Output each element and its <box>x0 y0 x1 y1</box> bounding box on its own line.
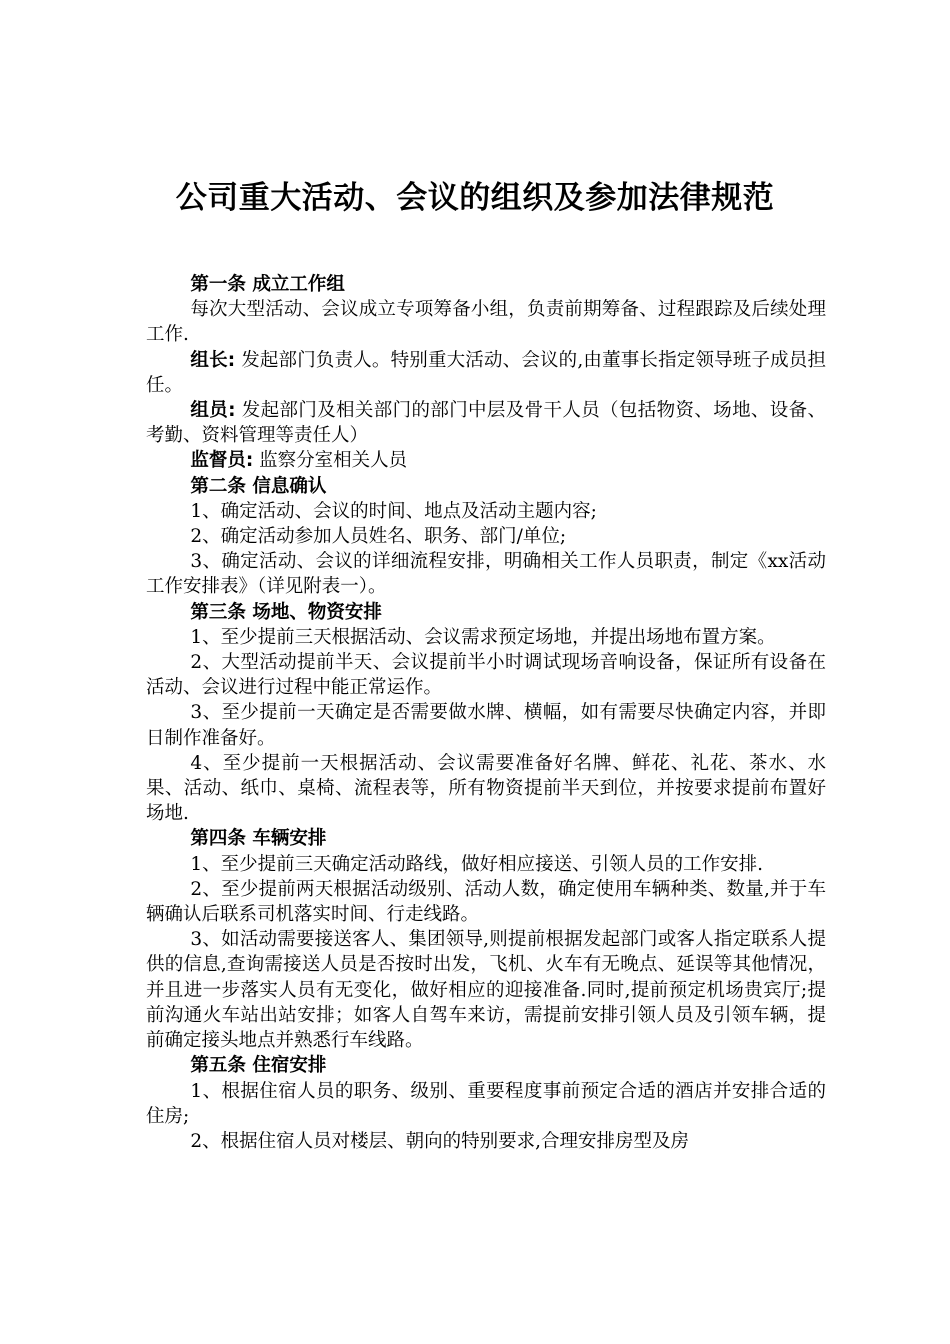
article-4-item: 3、如活动需要接送客人、集团领导,则提前根据发起部门或客人指定联系人提供的信息,查询需接送人员是否按时出发，飞机、火车有无晚点、延误等其他情况，并且进一步落实人员有无变化，做好相应的迎接准备.同时,提前预定机场贵宾厅;提前沟通火车站出站安排；如客人自驾车来访，需提前安排引领人员及引领车辆，提前确定接头地点并熟悉行车线路。 <box>146 929 826 1052</box>
article-4-heading: 第四条 车辆安排 <box>190 828 327 850</box>
article-1-paragraph: 每次大型活动、会议成立专项筹备小组，负责前期筹备、过程跟踪及后续处理工作. <box>146 299 826 346</box>
supervisor-paragraph <box>146 448 826 473</box>
member-label: 组员: <box>190 400 236 422</box>
article-2-item: 3、确定活动、会议的详细流程安排，明确相关工作人员职责，制定《xx活动工作安排表》（详见附表一）。 <box>146 551 826 598</box>
article-5-item: 2、根据住宿人员对楼层、朝向的特别要求,合理安排房型及房 <box>190 1130 690 1152</box>
article-5-item: 1、根据住宿人员的职务、级别、重要程度事前预定合适的酒店并安排合适的住房; <box>146 1080 826 1127</box>
article-3-item: 3、至少提前一天确定是否需要做水牌、横幅，如有需要尽快确定内容，并即日制作准备好。 <box>146 702 826 749</box>
article-3-item: 2、大型活动提前半天、会议提前半小时调试现场音响设备，保证所有设备在活动、会议进行过程中能正常运作。 <box>146 652 826 699</box>
leader-text: 发起部门负责人。特别重大活动、会议的,由董事长指定领导班子成员担任。 <box>146 349 826 396</box>
member-paragraph <box>146 398 826 448</box>
article-3-heading: 第三条 场地、物资安排 <box>190 601 382 623</box>
article-1-heading: 第一条 成立工作组 <box>190 274 345 295</box>
leader-label: 组长: <box>190 349 236 371</box>
article-2-item: 1、确定活动、会议的时间、地点及活动主题内容; <box>190 500 597 522</box>
document-body <box>146 272 826 1154</box>
leader-paragraph <box>146 348 826 398</box>
article-3-item: 1、至少提前三天根据活动、会议需求预定场地，并提出场地布置方案。 <box>190 626 776 648</box>
supervisor-label: 监督员: <box>190 450 254 472</box>
article-4-item: 1、至少提前三天确定活动路线，做好相应接送、引领人员的工作安排. <box>190 853 764 875</box>
page-title: 公司重大活动、会议的组织及参加法律规范 <box>175 180 775 216</box>
article-5-heading: 第五条 住宿安排 <box>190 1055 327 1077</box>
supervisor-text: 监察分室相关人员 <box>253 450 408 472</box>
article-4-item: 2、至少提前两天根据活动级别、活动人数，确定使用车辆种类、数量,并于车辆确认后联系司机落实时间、行走线路。 <box>146 878 826 926</box>
article-2-heading: 第二条 信息确认 <box>190 475 327 497</box>
member-text: 发起部门及相关部门的部门中层及骨干人员（包括物资、场地、设备、考勤、资料管理等责任人） <box>146 400 826 447</box>
article-2-item: 2、确定活动参加人员姓名、职务、部门/单位; <box>190 526 567 548</box>
article-3-item: 4、至少提前一天根据活动、会议需要准备好名牌、鲜花、礼花、茶水、水果、活动、纸巾、桌椅、流程表等，所有物资提前半天到位，并按要求提前布置好场地. <box>146 752 826 825</box>
